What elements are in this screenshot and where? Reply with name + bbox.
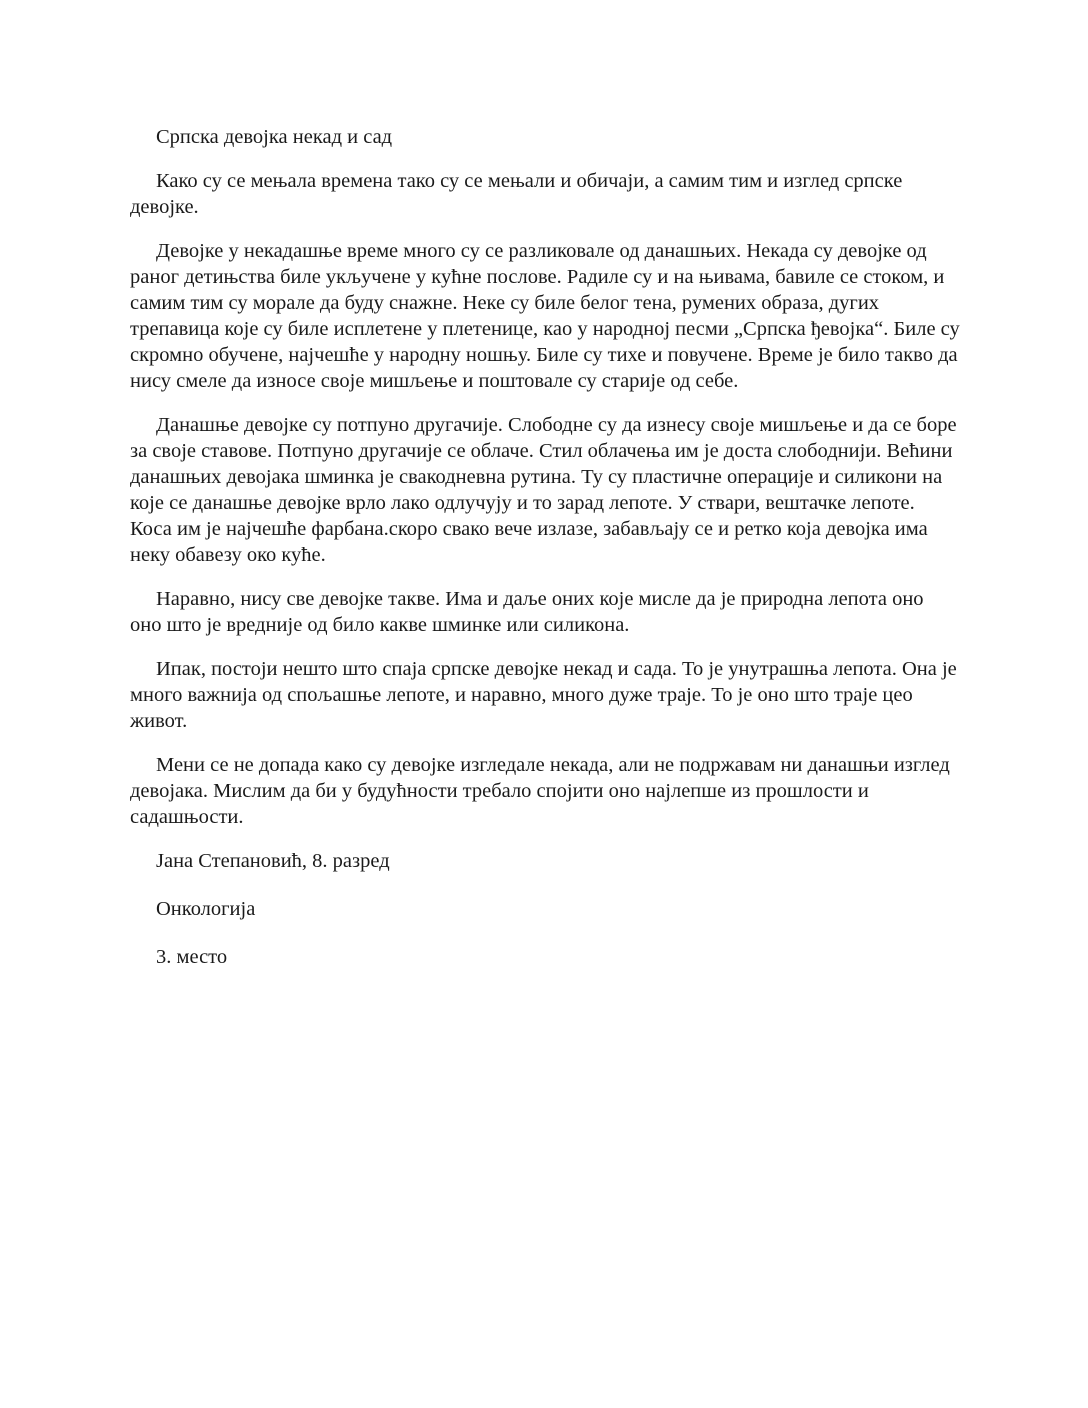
- paragraph-present: Данашње девојке су потпуно другачије. Слободне су да изнесу своје мишљење и да се боре за своје ставове. Потпуно другачије се облаче. Стил облачења им је доста слободнији. Већини данашњих девојака шминка је свакодневна рутина. Ту су пластичне операције и силикони на које се данашње девојке врло лако одлучују и то зарад лепоте. У ствари, вештачке лепоте. Коса им је најчешће фарбана.скоро свако вече излазе, забављају се и ретко која девојка има неку обавезу око куће.: [130, 414, 957, 566]
- paragraph-inner-beauty: Ипак, постоји нешто што спаја српске девојке некад и сада. То је унутрашња лепота. Она је много важнија од спољашње лепоте, и наравно, много дуже траје. То је оно што траје цео живот.: [130, 658, 957, 732]
- document-body: [130, 124, 960, 992]
- paragraph-exceptions: Наравно, нису све девојке такве. Има и даље оних које мисле да је природна лепота оно оно што је вредније од било какве шминке или силикона.: [130, 588, 924, 636]
- paragraph-intro: Како су се мењала времена тако су се мењали и обичаји, а самим тим и изглед српске девојке.: [130, 170, 903, 218]
- place-line: 3. место: [156, 946, 228, 968]
- document-title: Српска девојка некад и сад: [156, 126, 393, 148]
- category-line: Онкологија: [156, 898, 256, 920]
- paragraph-conclusion: Мени се не допада како су девојке изгледале некада, али не подржавам ни данашњи изглед девојака. Мислим да би у будућности требало спојити оно најлепше из прошлости и садашњости.: [130, 754, 950, 828]
- paragraph-past: Девојке у некадашње време много су се разликовале од данашњих. Некада су девојке од раног детињства биле укључене у кућне послове. Радиле су и на њивама, бавиле се стоком, и самим тим су морале да буду снажне. Неке су биле белог тена, румених образа, дугих трепавица које су биле исплетене у плетенице, као у народној песми „Српска ђевојка“. Биле су скромно обучене, најчешће у народну ношњу. Биле су тихе и повучене. Време је било такво да нису смеле да износе своје мишљење и поштовале су старије од себе.: [130, 240, 960, 392]
- author-line: Јана Степановић, 8. разред: [156, 850, 390, 872]
